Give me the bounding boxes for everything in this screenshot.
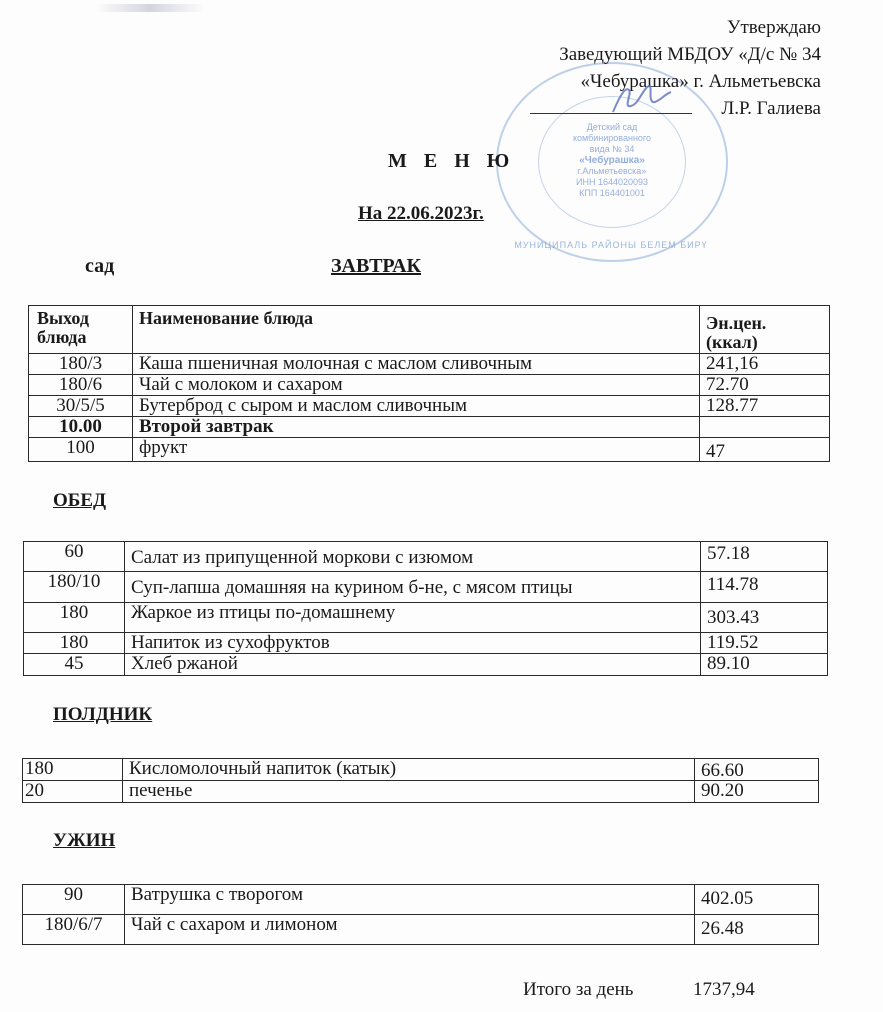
table-header-row xyxy=(29,306,830,354)
dish-kcal: 114.78 xyxy=(701,572,828,603)
stamp-line: Детский сад xyxy=(586,122,638,132)
header-output-line: блюда xyxy=(37,327,87,347)
dish-output: 180 xyxy=(24,603,125,633)
dish-name: Напиток из сухофруктов xyxy=(125,633,701,654)
dish-name: Второй завтрак xyxy=(133,417,700,438)
header-output xyxy=(29,306,133,354)
header-energy xyxy=(700,306,830,354)
stamp-center-text xyxy=(556,122,668,199)
table-row xyxy=(23,759,819,781)
stamp-line: КПП 164401001 xyxy=(579,188,645,198)
dish-output: 90 xyxy=(23,885,125,915)
dish-output: 180 xyxy=(24,633,125,654)
meal-title-lunch: ОБЕД xyxy=(53,490,107,511)
scan-artifact xyxy=(95,4,205,12)
dish-name: печенье xyxy=(123,781,695,803)
approval-block xyxy=(559,14,821,122)
dish-output: 100 xyxy=(29,438,133,462)
dish-output: 180/6 xyxy=(29,375,133,396)
dish-name: Чай с сахаром и лимоном xyxy=(125,915,695,945)
total-label: Итого за день xyxy=(523,979,634,1000)
dish-kcal: 90.20 xyxy=(695,781,819,803)
table-row xyxy=(23,885,819,915)
table-row xyxy=(24,542,828,572)
header-name: Наименование блюда xyxy=(133,306,700,354)
dish-name: Салат из припущенной моркови с изюмом xyxy=(125,542,701,572)
stamp-ring-text: МУНИЦИПАЛЬ РАЙОНЫ БЕЛЕМ БИРҮ xyxy=(514,240,708,250)
meal-title-breakfast: ЗАВТРАК xyxy=(331,255,422,277)
total-value: 1737,94 xyxy=(693,979,755,1000)
table-row xyxy=(24,572,828,603)
meal-title-snack: ПОЛДНИК xyxy=(53,704,153,725)
stamp-line: «Чебурашка» xyxy=(579,155,645,166)
dish-output: 180 xyxy=(23,759,123,781)
dish-output: 30/5/5 xyxy=(29,396,133,417)
dinner-table xyxy=(22,884,819,945)
stamp-line: г.Альметьевска» xyxy=(577,166,647,176)
table-row-second-breakfast xyxy=(29,417,830,438)
dish-name: Жаркое из птицы по-домашнему xyxy=(125,603,701,633)
table-row xyxy=(24,603,828,633)
table-row xyxy=(23,781,819,803)
table-row xyxy=(29,396,830,417)
signature-icon xyxy=(605,78,675,118)
group-label: сад xyxy=(85,255,115,277)
header-output-line: Выход xyxy=(37,308,89,328)
dish-output: 45 xyxy=(24,654,125,676)
header-energy-line: (ккал) xyxy=(706,332,758,352)
dish-output: 10.00 xyxy=(29,417,133,438)
stamp-line: вида № 34 xyxy=(589,144,635,154)
table-row xyxy=(23,915,819,945)
table-row xyxy=(29,354,830,375)
dish-name: Каша пшеничная молочная с маслом сливочным xyxy=(133,354,700,375)
dish-kcal: 72.70 xyxy=(700,375,830,396)
dish-name: фрукт xyxy=(133,438,700,462)
dish-kcal: 128.77 xyxy=(700,396,830,417)
header-energy-line: Эн.цен. xyxy=(706,313,767,333)
dish-output: 180/3 xyxy=(29,354,133,375)
dish-kcal: 119.52 xyxy=(701,633,828,654)
dish-name: Чай с молоком и сахаром xyxy=(133,375,700,396)
stamp-line: ИНН 1644020093 xyxy=(575,177,649,187)
dish-output: 180/6/7 xyxy=(23,915,125,945)
dish-kcal: 47 xyxy=(700,438,830,462)
dish-kcal: 303.43 xyxy=(701,603,828,633)
dish-name: Хлеб ржаной xyxy=(125,654,701,676)
table-row xyxy=(29,438,830,462)
dish-name: Бутерброд с сыром и маслом сливочным xyxy=(133,396,700,417)
dish-kcal: 66.60 xyxy=(695,759,819,781)
lunch-table xyxy=(23,541,828,676)
dish-name: Суп-лапша домашняя на курином б-не, с мясом птицы xyxy=(125,572,701,603)
dish-kcal xyxy=(700,417,830,438)
menu-date: На 22.06.2023г. xyxy=(358,203,484,224)
dish-kcal: 89.10 xyxy=(701,654,828,676)
dish-output: 20 xyxy=(23,781,123,803)
document-title: М Е Н Ю xyxy=(388,150,516,172)
table-row xyxy=(24,654,828,676)
table-row xyxy=(24,633,828,654)
table-row xyxy=(29,375,830,396)
approval-label: Утверждаю xyxy=(727,17,821,38)
dish-name: Ватрушка с творогом xyxy=(125,885,695,915)
snack-table xyxy=(22,758,819,803)
meal-title-dinner: УЖИН xyxy=(53,830,116,851)
breakfast-table xyxy=(28,305,830,462)
dish-kcal: 402.05 xyxy=(695,885,819,915)
dish-kcal: 57.18 xyxy=(701,542,828,572)
approval-signer: Л.Р. Галиева xyxy=(721,98,821,119)
dish-name: Кисломолочный напиток (катык) xyxy=(123,759,695,781)
stamp-line: комбинированного xyxy=(572,133,652,143)
dish-output: 60 xyxy=(24,542,125,572)
dish-kcal: 26.48 xyxy=(695,915,819,945)
approval-position: Заведующий МБДОУ «Д/с № 34 xyxy=(559,44,821,65)
approval-organization: «Чебурашка» г. Альметьевска xyxy=(580,71,821,92)
dish-kcal: 241,16 xyxy=(700,354,830,375)
dish-output: 180/10 xyxy=(24,572,125,603)
